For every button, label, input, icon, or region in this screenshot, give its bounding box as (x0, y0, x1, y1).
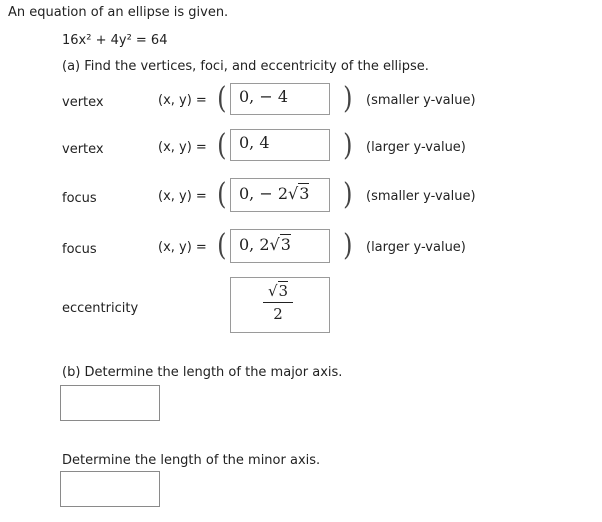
eccentricity-label: eccentricity (62, 301, 139, 316)
fraction-denominator: 2 (273, 305, 283, 323)
ellipse-equation: 16x² + 4y² = 64 (62, 33, 168, 48)
part-b-major-question: (b) Determine the length of the major axis. (62, 365, 343, 380)
fraction-bar (263, 302, 293, 303)
close-paren: ) (343, 177, 353, 212)
point-label: (x, y) = (158, 189, 207, 204)
focus-larger-answer[interactable] (230, 229, 330, 263)
open-paren: ( (217, 177, 227, 212)
row-label: vertex (62, 142, 104, 157)
eccentricity-fraction (263, 282, 293, 323)
row-note: (larger y-value) (366, 240, 466, 255)
open-paren: ( (217, 81, 227, 116)
answer-text: 0, − 2√3 (239, 184, 310, 203)
close-paren: ) (343, 228, 353, 263)
row-label: vertex (62, 95, 104, 110)
row-note: (larger y-value) (366, 140, 466, 155)
answer-text: 0, − 4 (239, 87, 289, 106)
point-label: (x, y) = (158, 240, 207, 255)
point-label: (x, y) = (158, 93, 207, 108)
minor-axis-input[interactable] (60, 471, 160, 507)
open-paren: ( (217, 128, 227, 163)
vertex-larger-answer[interactable] (230, 129, 330, 161)
open-paren: ( (217, 228, 227, 263)
vertex-smaller-answer[interactable] (230, 83, 330, 115)
row-note: (smaller y-value) (366, 93, 476, 108)
part-a-question: (a) Find the vertices, foci, and eccentricity of the ellipse. (62, 59, 429, 74)
answer-text: 0, 2√3 (239, 235, 291, 254)
point-label: (x, y) = (158, 140, 207, 155)
close-paren: ) (343, 128, 353, 163)
major-axis-input[interactable] (60, 385, 160, 421)
close-paren: ) (343, 81, 353, 116)
row-label: focus (62, 191, 97, 206)
eccentricity-answer[interactable] (230, 277, 330, 333)
fraction-numerator: √3 (267, 282, 289, 300)
problem-prompt: An equation of an ellipse is given. (8, 5, 229, 20)
row-note: (smaller y-value) (366, 189, 476, 204)
row-label: focus (62, 242, 97, 257)
focus-smaller-answer[interactable] (230, 178, 330, 212)
part-b-minor-question: Determine the length of the minor axis. (62, 453, 321, 468)
answer-text: 0, 4 (239, 133, 270, 152)
